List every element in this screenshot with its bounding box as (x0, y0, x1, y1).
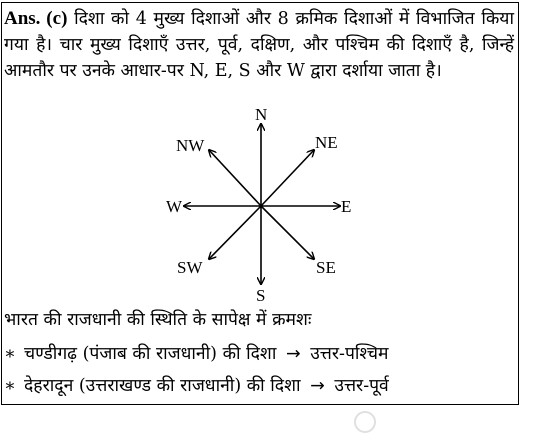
right-arrow-icon: → (310, 376, 325, 396)
arrow-southwest (209, 206, 261, 259)
item-text: देहरादून (उत्तराखण्ड की राजधानी) की दिशा (24, 376, 301, 396)
bullet: ∗ (4, 376, 16, 396)
label-s: S (256, 286, 266, 305)
compass-diagram (160, 106, 370, 306)
item-result: उत्तर-पूर्व (334, 376, 389, 396)
answer-text: दिशा को 4 मुख्य दिशाओं और 8 क्रमिक दिशाओं में विभाजित किया गया है। चार मुख्य दिशाएँ उत्तर, पूर्व, दक्षिण, और पश्चिम की दिशाएँ है, जिन्हें आमतौर पर उनके आधार-पर N, E, S और W द्वारा दर्शाया जाता है। (4, 9, 514, 81)
label-se: SE (316, 258, 336, 277)
label-sw: SW (177, 258, 203, 277)
item-text: चण्डीगढ़ (पंजाब की राजधानी) की दिशा (24, 344, 277, 364)
item-result: उत्तर-पश्चिम (310, 344, 389, 364)
list-item (4, 374, 389, 398)
watermark-icon (354, 411, 376, 433)
answer-paragraph (4, 6, 514, 84)
label-w: W (166, 197, 183, 216)
arrow-northeast (261, 150, 314, 206)
answer-label: Ans. (c) (4, 8, 68, 29)
label-nw: NW (176, 136, 205, 155)
intro-line: भारत की राजधानी की स्थिति के सापेक्ष में क्रमशः (4, 310, 312, 330)
label-e: E (341, 197, 352, 216)
bullet: ∗ (4, 344, 16, 364)
list-item (4, 342, 388, 366)
label-n: N (255, 106, 268, 124)
arrow-southeast (261, 206, 314, 259)
right-arrow-icon: → (285, 344, 301, 364)
arrow-northwest (209, 150, 261, 206)
label-ne: NE (315, 133, 338, 152)
